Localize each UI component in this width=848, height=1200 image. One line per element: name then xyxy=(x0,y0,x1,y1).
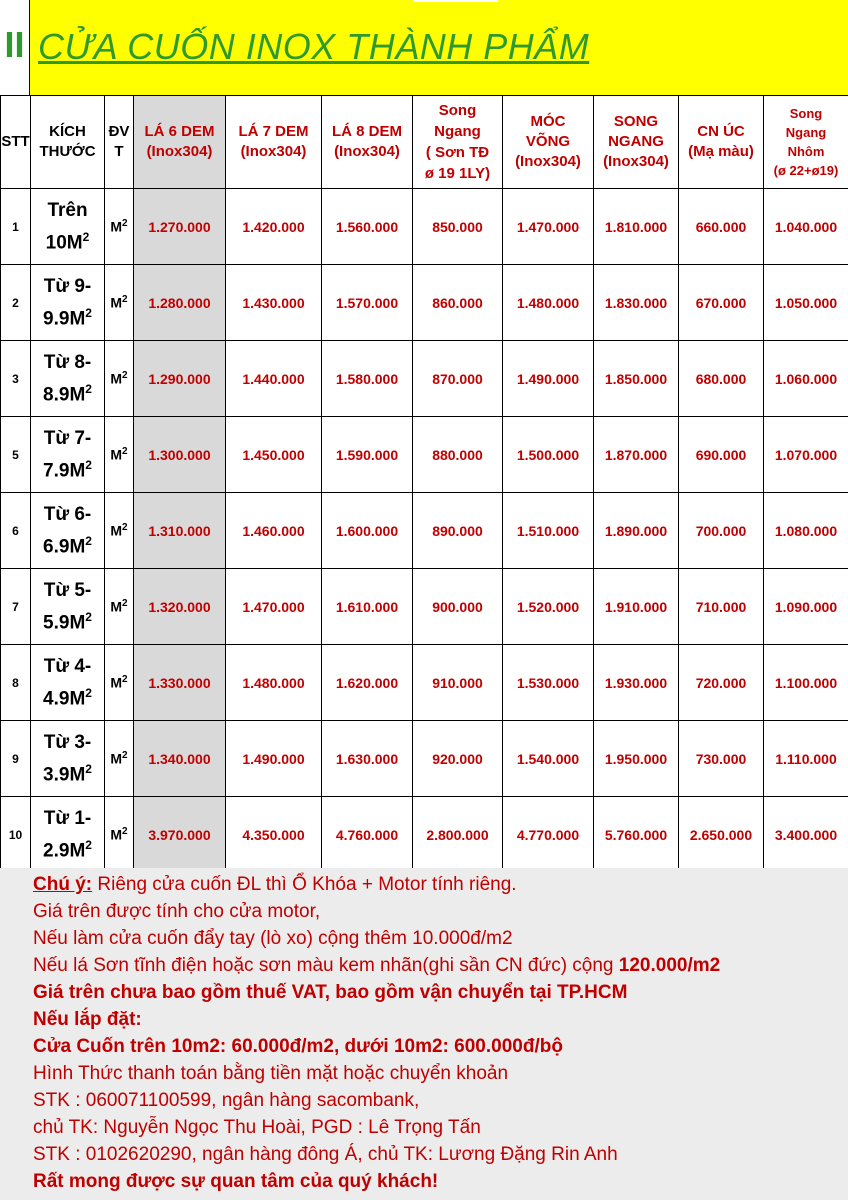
note-line: Nếu lá Sơn tĩnh điện hoặc sơn màu kem nhãn(ghi sần CN đức) cộng 120.000/m2 xyxy=(33,955,721,976)
cell-size: Từ 6- $6.9M^2$ xyxy=(31,493,105,569)
cell-price: 1.290.000 xyxy=(134,341,226,417)
table-row xyxy=(1,797,848,873)
note-line: Cửa Cuốn trên 10m2: 60.000đ/m2, dưới 10m2: 600.000đ/bộ xyxy=(33,1036,563,1057)
table-row xyxy=(1,341,848,417)
note-line: Nếu lắp đặt: xyxy=(33,1009,142,1030)
cell-price: 720.000 xyxy=(679,645,764,721)
paint-surcharge: 120.000/m2 xyxy=(618,955,721,976)
note-line: Giá trên được tính cho cửa motor, xyxy=(33,901,321,922)
cell-unit: $M^2$ xyxy=(105,189,134,265)
cell-price: 1.110.000 xyxy=(764,721,848,797)
header-cn-uc: CN ÚC (Mạ màu) xyxy=(679,96,764,189)
cell-price: 850.000 xyxy=(413,189,503,265)
cell-stt: 2 xyxy=(1,265,31,341)
table-header-row xyxy=(1,96,848,189)
cell-price: 2.650.000 xyxy=(679,797,764,873)
note-line: Hình Thức thanh toán bằng tiền mặt hoặc chuyển khoản xyxy=(33,1063,509,1084)
cell-size: Trên $10M^2$ xyxy=(31,189,105,265)
cell-price: 860.000 xyxy=(413,265,503,341)
cell-price: 1.310.000 xyxy=(134,493,226,569)
cell-price: 1.890.000 xyxy=(594,493,679,569)
cell-price: 1.830.000 xyxy=(594,265,679,341)
cell-size: Từ 4- $4.9M^2$ xyxy=(31,645,105,721)
cell-stt: 10 xyxy=(1,797,31,873)
cell-price: 730.000 xyxy=(679,721,764,797)
cell-price: 1.620.000 xyxy=(322,645,413,721)
cell-price: 680.000 xyxy=(679,341,764,417)
cell-unit: $M^2$ xyxy=(105,645,134,721)
cell-price: 900.000 xyxy=(413,569,503,645)
cell-price: 1.530.000 xyxy=(503,645,594,721)
header-song-ngang-inox: SONG NGANG (Inox304) xyxy=(594,96,679,189)
cell-price: 670.000 xyxy=(679,265,764,341)
cell-price: 690.000 xyxy=(679,417,764,493)
cell-price: 1.490.000 xyxy=(503,341,594,417)
cell-unit: $M^2$ xyxy=(105,797,134,873)
note-line: STK : 060071100599, ngân hàng sacombank, xyxy=(33,1090,420,1111)
cell-size: Từ 3- $3.9M^2$ xyxy=(31,721,105,797)
cell-price: 1.950.000 xyxy=(594,721,679,797)
header-la-6-dem: LÁ 6 DEM (Inox304) xyxy=(134,96,226,189)
cell-price: 1.100.000 xyxy=(764,645,848,721)
cell-stt: 1 xyxy=(1,189,31,265)
note-line: Giá trên chưa bao gồm thuế VAT, bao gồm vận chuyển tại TP.HCM xyxy=(33,982,628,1003)
section-number: II xyxy=(0,0,30,95)
cell-price: 1.810.000 xyxy=(594,189,679,265)
note-line: Nếu làm cửa cuốn đẩy tay (lò xo) cộng thêm 10.000đ/m2 xyxy=(33,928,513,949)
table-row xyxy=(1,721,848,797)
cell-unit: $M^2$ xyxy=(105,493,134,569)
cell-price: 1.930.000 xyxy=(594,645,679,721)
title-banner xyxy=(30,0,848,95)
cell-stt: 5 xyxy=(1,417,31,493)
cell-price: 4.770.000 xyxy=(503,797,594,873)
cell-price: 1.490.000 xyxy=(226,721,322,797)
cell-price: 700.000 xyxy=(679,493,764,569)
cell-price: 1.570.000 xyxy=(322,265,413,341)
cell-unit: $M^2$ xyxy=(105,341,134,417)
cell-unit: $M^2$ xyxy=(105,569,134,645)
table-row xyxy=(1,189,848,265)
cell-price: 910.000 xyxy=(413,645,503,721)
cell-price: 3.970.000 xyxy=(134,797,226,873)
note-line: chủ TK: Nguyễn Ngọc Thu Hoài, PGD : Lê Trọng Tấn xyxy=(33,1117,481,1138)
note-line: Rất mong được sự quan tâm của quý khách! xyxy=(33,1171,439,1192)
header-la-8-dem: LÁ 8 DEM (Inox304) xyxy=(322,96,413,189)
cell-stt: 6 xyxy=(1,493,31,569)
cell-price: 890.000 xyxy=(413,493,503,569)
header-stt: STT xyxy=(1,96,31,189)
cell-price: 3.400.000 xyxy=(764,797,848,873)
cell-price: 920.000 xyxy=(413,721,503,797)
header-la-7-dem: LÁ 7 DEM (Inox304) xyxy=(226,96,322,189)
cell-price: 4.350.000 xyxy=(226,797,322,873)
cell-stt: 9 xyxy=(1,721,31,797)
cell-price: 1.420.000 xyxy=(226,189,322,265)
cell-price: 1.450.000 xyxy=(226,417,322,493)
cell-price: 1.070.000 xyxy=(764,417,848,493)
cell-price: 1.850.000 xyxy=(594,341,679,417)
cell-price: 1.430.000 xyxy=(226,265,322,341)
cell-price: 1.440.000 xyxy=(226,341,322,417)
cell-price: 5.760.000 xyxy=(594,797,679,873)
cell-price: 1.330.000 xyxy=(134,645,226,721)
cell-price: 880.000 xyxy=(413,417,503,493)
cell-size: Từ 8- $8.9M^2$ xyxy=(31,341,105,417)
top-gap xyxy=(413,0,498,2)
cell-unit: $M^2$ xyxy=(105,265,134,341)
cell-unit: $M^2$ xyxy=(105,721,134,797)
cell-price: 1.090.000 xyxy=(764,569,848,645)
cell-size: Từ 5- $5.9M^2$ xyxy=(31,569,105,645)
cell-price: 2.800.000 xyxy=(413,797,503,873)
table-row xyxy=(1,265,848,341)
section-title: CỬA CUỐN INOX THÀNH PHẨM xyxy=(38,26,590,67)
cell-price: 1.600.000 xyxy=(322,493,413,569)
section-header xyxy=(0,0,848,95)
cell-price: 1.280.000 xyxy=(134,265,226,341)
cell-price: 1.050.000 xyxy=(764,265,848,341)
cell-size: Từ 9- $9.9M^2$ xyxy=(31,265,105,341)
cell-stt: 7 xyxy=(1,569,31,645)
cell-price: 1.560.000 xyxy=(322,189,413,265)
cell-price: 1.320.000 xyxy=(134,569,226,645)
table-row xyxy=(1,493,848,569)
cell-price: 1.040.000 xyxy=(764,189,848,265)
cell-price: 1.910.000 xyxy=(594,569,679,645)
cell-price: 1.340.000 xyxy=(134,721,226,797)
cell-stt: 3 xyxy=(1,341,31,417)
cell-price: 1.510.000 xyxy=(503,493,594,569)
cell-price: 1.610.000 xyxy=(322,569,413,645)
cell-price: 1.630.000 xyxy=(322,721,413,797)
cell-price: 1.270.000 xyxy=(134,189,226,265)
cell-price: 660.000 xyxy=(679,189,764,265)
note-label: Chú ý: xyxy=(33,874,93,895)
table-row xyxy=(1,645,848,721)
cell-size: Từ 1- $2.9M^2$ xyxy=(31,797,105,873)
cell-price: 1.540.000 xyxy=(503,721,594,797)
note-line: Chú ý: Riêng cửa cuốn ĐL thì Ổ Khóa + Motor tính riêng. xyxy=(33,874,517,895)
note-line: STK : 0102620290, ngân hàng đông Á, chủ TK: Lương Đặng Rin Anh xyxy=(33,1144,618,1165)
price-table xyxy=(0,95,848,873)
cell-price: 4.760.000 xyxy=(322,797,413,873)
cell-price: 1.500.000 xyxy=(503,417,594,493)
cell-stt: 8 xyxy=(1,645,31,721)
cell-price: 1.080.000 xyxy=(764,493,848,569)
header-song-ngang-son: Song Ngang ( Sơn TĐ ø 19 1LY) xyxy=(413,96,503,189)
cell-price: 1.300.000 xyxy=(134,417,226,493)
cell-price: 1.590.000 xyxy=(322,417,413,493)
cell-price: 870.000 xyxy=(413,341,503,417)
cell-price: 1.480.000 xyxy=(503,265,594,341)
cell-price: 1.870.000 xyxy=(594,417,679,493)
table-row xyxy=(1,569,848,645)
cell-price: 1.470.000 xyxy=(226,569,322,645)
cell-price: 1.520.000 xyxy=(503,569,594,645)
cell-size: Từ 7- $7.9M^2$ xyxy=(31,417,105,493)
cell-price: 1.470.000 xyxy=(503,189,594,265)
cell-unit: $M^2$ xyxy=(105,417,134,493)
cell-price: 1.060.000 xyxy=(764,341,848,417)
header-unit: ĐV T xyxy=(105,96,134,189)
header-song-ngang-nhom: Song Ngang Nhôm (ø 22+ø19) xyxy=(764,96,848,189)
cell-price: 1.580.000 xyxy=(322,341,413,417)
notes xyxy=(33,871,720,1195)
table-row xyxy=(1,417,848,493)
cell-price: 1.460.000 xyxy=(226,493,322,569)
cell-price: 710.000 xyxy=(679,569,764,645)
cell-price: 1.480.000 xyxy=(226,645,322,721)
header-moc-vong: MÓC VÕNG (Inox304) xyxy=(503,96,594,189)
header-size: KÍCH THƯỚC xyxy=(31,96,105,189)
